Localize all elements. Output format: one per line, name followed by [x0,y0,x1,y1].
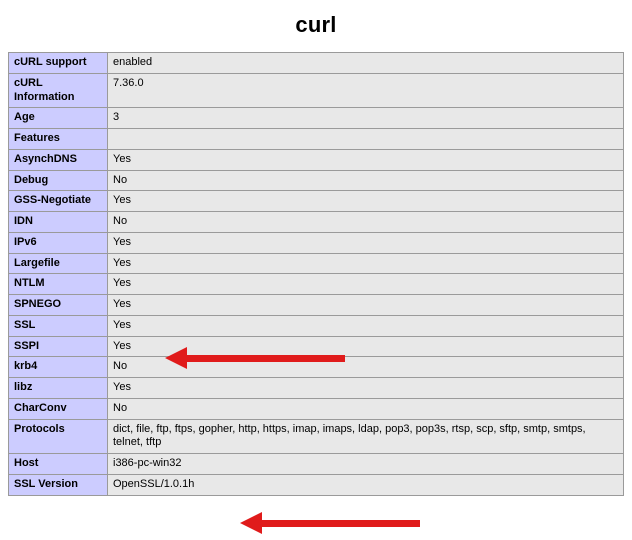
row-value: Yes [108,149,624,170]
arrow-head [240,512,262,534]
table-row [9,73,624,108]
row-key: Age [9,108,108,129]
row-key: cURL support [9,53,108,74]
table-row [9,378,624,399]
row-key: libz [9,378,108,399]
row-key: GSS-Negotiate [9,191,108,212]
ssl-version-row-arrow-icon [240,512,420,536]
table-row [9,191,624,212]
table-row [9,454,624,475]
table-row [9,53,624,74]
row-value: Yes [108,378,624,399]
table-container [0,52,632,496]
row-key: Features [9,129,108,150]
row-key: SSL [9,315,108,336]
row-key: IPv6 [9,232,108,253]
row-key: AsynchDNS [9,149,108,170]
table-row-ssl-version [9,474,624,495]
row-value [108,129,624,150]
row-value: No [108,398,624,419]
row-value: Yes [108,232,624,253]
row-key: NTLM [9,274,108,295]
page-root [0,12,632,540]
page-title: curl [295,12,337,37]
row-value: Yes [108,253,624,274]
row-value: 7.36.0 [108,73,624,108]
row-value: OpenSSL/1.0.1h [108,474,624,495]
row-value: dict, file, ftp, ftps, gopher, http, https, imap, imaps, ldap, pop3, pop3s, rtsp, scp, sftp, smtp, smtps, telnet, tftp [108,419,624,454]
table-row [9,295,624,316]
row-key: SSPI [9,336,108,357]
row-key: SPNEGO [9,295,108,316]
row-value: No [108,357,624,378]
table-row [9,253,624,274]
table-row [9,212,624,233]
row-value: i386-pc-win32 [108,454,624,475]
curl-info-table-body [9,53,624,496]
row-key: Largefile [9,253,108,274]
row-key: SSL Version [9,474,108,495]
row-key: Host [9,454,108,475]
row-key: cURL Information [9,73,108,108]
table-row [9,108,624,129]
table-row [9,357,624,378]
table-row-protocols [9,419,624,454]
table-row [9,336,624,357]
row-value: enabled [108,53,624,74]
table-row [9,274,624,295]
row-key: krb4 [9,357,108,378]
arrow-shaft [262,520,420,527]
table-row [9,170,624,191]
row-value: No [108,170,624,191]
table-row [9,398,624,419]
table-row [9,232,624,253]
table-row [9,129,624,150]
table-row-ssl [9,315,624,336]
row-key: IDN [9,212,108,233]
row-value: Yes [108,295,624,316]
row-value: Yes [108,191,624,212]
curl-info-table [8,52,624,496]
row-value: Yes [108,315,624,336]
row-value: Yes [108,336,624,357]
row-key: Protocols [9,419,108,454]
row-key: Debug [9,170,108,191]
row-value: No [108,212,624,233]
table-row [9,149,624,170]
row-value: 3 [108,108,624,129]
row-key: CharConv [9,398,108,419]
row-value: Yes [108,274,624,295]
